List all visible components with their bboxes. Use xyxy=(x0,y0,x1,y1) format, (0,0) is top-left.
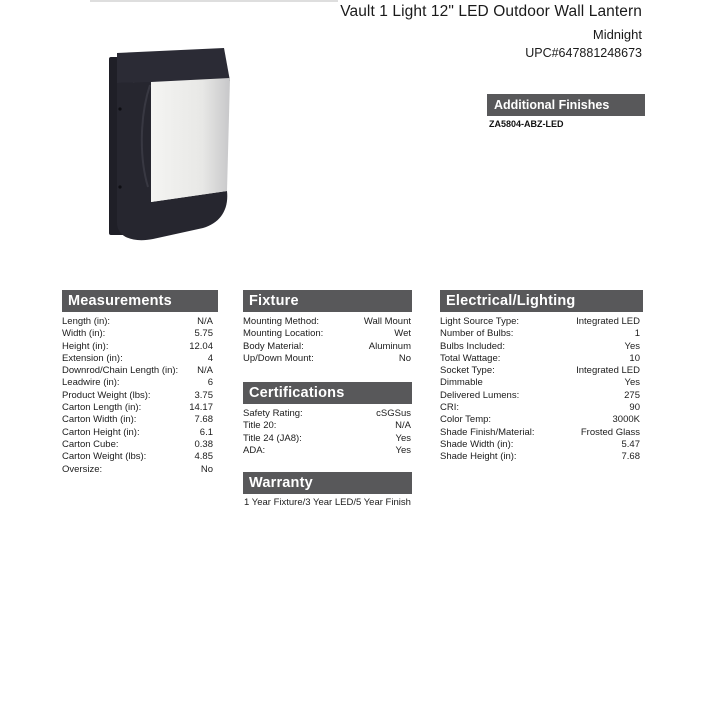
row-value: 90 xyxy=(629,402,640,414)
upc-code: UPC#647881248673 xyxy=(525,46,642,60)
table-row xyxy=(62,439,213,451)
row-value: Wall Mount xyxy=(363,316,411,327)
table-row xyxy=(440,377,640,389)
row-label: Downrod/Chain Length (in): xyxy=(62,365,179,377)
row-label: Title 24 (JA8): xyxy=(243,432,302,444)
row-value: Wet xyxy=(394,328,411,340)
row-value: No xyxy=(200,463,213,475)
row-label: ADA: xyxy=(243,444,266,456)
table-row xyxy=(62,316,213,328)
row-value: 0.38 xyxy=(194,438,213,450)
row-label: Leadwire (in): xyxy=(62,377,120,389)
row-label: Length (in): xyxy=(62,316,111,327)
row-label: Carton Height (in): xyxy=(62,426,140,438)
table-row xyxy=(243,420,411,432)
section-header-fixture: Fixture xyxy=(243,290,412,312)
table-row xyxy=(440,316,640,328)
row-value: 5.47 xyxy=(621,438,640,450)
row-value: 7.68 xyxy=(621,451,640,463)
table-row xyxy=(62,341,213,353)
section-header-certifications: Certifications xyxy=(243,382,412,404)
row-value: 5.75 xyxy=(194,328,213,340)
row-value: Integrated LED xyxy=(576,365,640,377)
row-value: 12.04 xyxy=(189,340,213,352)
row-label: Height (in): xyxy=(62,340,109,352)
row-label: CRI: xyxy=(440,402,459,414)
row-value: Yes xyxy=(624,340,640,352)
table-row xyxy=(440,328,640,340)
section-header-warranty: Warranty xyxy=(243,472,412,494)
row-label: Mounting Method: xyxy=(243,316,320,327)
row-label: Title 20: xyxy=(243,420,277,432)
row-value: 3.75 xyxy=(194,389,213,401)
row-value: cSGSus xyxy=(376,408,411,419)
table-row xyxy=(62,451,213,463)
table-row xyxy=(243,353,411,365)
table-row xyxy=(62,353,213,365)
table-row xyxy=(62,427,213,439)
row-label: Light Source Type: xyxy=(440,316,520,327)
table-row xyxy=(62,377,213,389)
row-value: Frosted Glass xyxy=(580,426,640,438)
row-label: Shade Height (in): xyxy=(440,451,517,463)
additional-finishes-header: Additional Finishes xyxy=(487,94,645,116)
row-value: 275 xyxy=(624,389,640,401)
row-value: No xyxy=(398,352,411,364)
finish-code: ZA5804-ABZ-LED xyxy=(489,119,564,129)
certifications-table xyxy=(243,408,411,457)
table-row xyxy=(440,439,640,451)
row-label: Product Weight (lbs): xyxy=(62,389,151,401)
electrical-table xyxy=(440,316,640,464)
row-label: Carton Cube: xyxy=(62,438,119,450)
row-value: 4 xyxy=(207,352,213,364)
row-label: Carton Weight (lbs): xyxy=(62,451,147,463)
row-value: N/A xyxy=(395,420,411,432)
row-value: Yes xyxy=(395,444,411,456)
table-row xyxy=(62,414,213,426)
row-value: 4.85 xyxy=(194,451,213,463)
row-label: Number of Bulbs: xyxy=(440,328,514,340)
row-value: 10 xyxy=(629,352,640,364)
warranty-text: 1 Year Fixture/3 Year LED/5 Year Finish xyxy=(244,497,411,508)
table-row xyxy=(62,402,213,414)
header-block xyxy=(200,0,642,60)
finish-name: Midnight xyxy=(592,27,642,42)
table-row xyxy=(62,328,213,340)
row-label: Mounting Location: xyxy=(243,328,324,340)
table-row xyxy=(440,427,640,439)
table-row xyxy=(440,402,640,414)
row-label: Carton Length (in): xyxy=(62,402,142,414)
row-value: Integrated LED xyxy=(576,316,640,327)
page-title: Vault 1 Light 12" LED Outdoor Wall Lantern xyxy=(340,3,642,20)
wall-lantern-illustration xyxy=(103,45,235,242)
fixture-table xyxy=(243,316,411,365)
row-value: 7.68 xyxy=(194,414,213,426)
table-row xyxy=(62,464,213,476)
row-label: Total Wattage: xyxy=(440,352,501,364)
row-value: N/A xyxy=(197,365,213,377)
row-label: Color Temp: xyxy=(440,414,492,426)
row-label: Carton Width (in): xyxy=(62,414,137,426)
table-row xyxy=(440,414,640,426)
table-row xyxy=(243,316,411,328)
table-row xyxy=(62,390,213,402)
row-label: Shade Finish/Material: xyxy=(440,426,535,438)
table-row xyxy=(440,365,640,377)
row-label: Extension (in): xyxy=(62,352,123,364)
row-label: Bulbs Included: xyxy=(440,340,505,352)
table-row xyxy=(440,341,640,353)
product-photo xyxy=(103,45,235,242)
row-label: Socket Type: xyxy=(440,365,495,377)
table-row xyxy=(243,341,411,353)
row-label: Width (in): xyxy=(62,328,106,340)
row-label: Dimmable xyxy=(440,377,483,389)
table-row xyxy=(243,433,411,445)
table-row xyxy=(440,451,640,463)
row-value: 6 xyxy=(207,377,213,389)
table-row xyxy=(440,353,640,365)
section-header-electrical: Electrical/Lighting xyxy=(440,290,643,312)
table-row xyxy=(243,445,411,457)
table-row xyxy=(440,390,640,402)
row-value: N/A xyxy=(197,316,213,327)
row-label: Shade Width (in): xyxy=(440,438,514,450)
row-value: 3000K xyxy=(612,414,640,426)
row-value: 1 xyxy=(634,328,640,340)
row-value: 6.1 xyxy=(199,426,213,438)
row-value: 14.17 xyxy=(189,402,213,414)
row-value: Aluminum xyxy=(368,340,411,352)
row-label: Up/Down Mount: xyxy=(243,352,314,364)
table-row xyxy=(243,328,411,340)
row-label: Oversize: xyxy=(62,463,103,475)
row-label: Body Material: xyxy=(243,340,304,352)
row-value: Yes xyxy=(395,432,411,444)
row-label: Safety Rating: xyxy=(243,408,303,419)
row-label: Delivered Lumens: xyxy=(440,389,520,401)
row-value: Yes xyxy=(624,377,640,389)
section-header-measurements: Measurements xyxy=(62,290,218,312)
table-row xyxy=(62,365,213,377)
table-row xyxy=(243,408,411,420)
measurements-table xyxy=(62,316,213,476)
